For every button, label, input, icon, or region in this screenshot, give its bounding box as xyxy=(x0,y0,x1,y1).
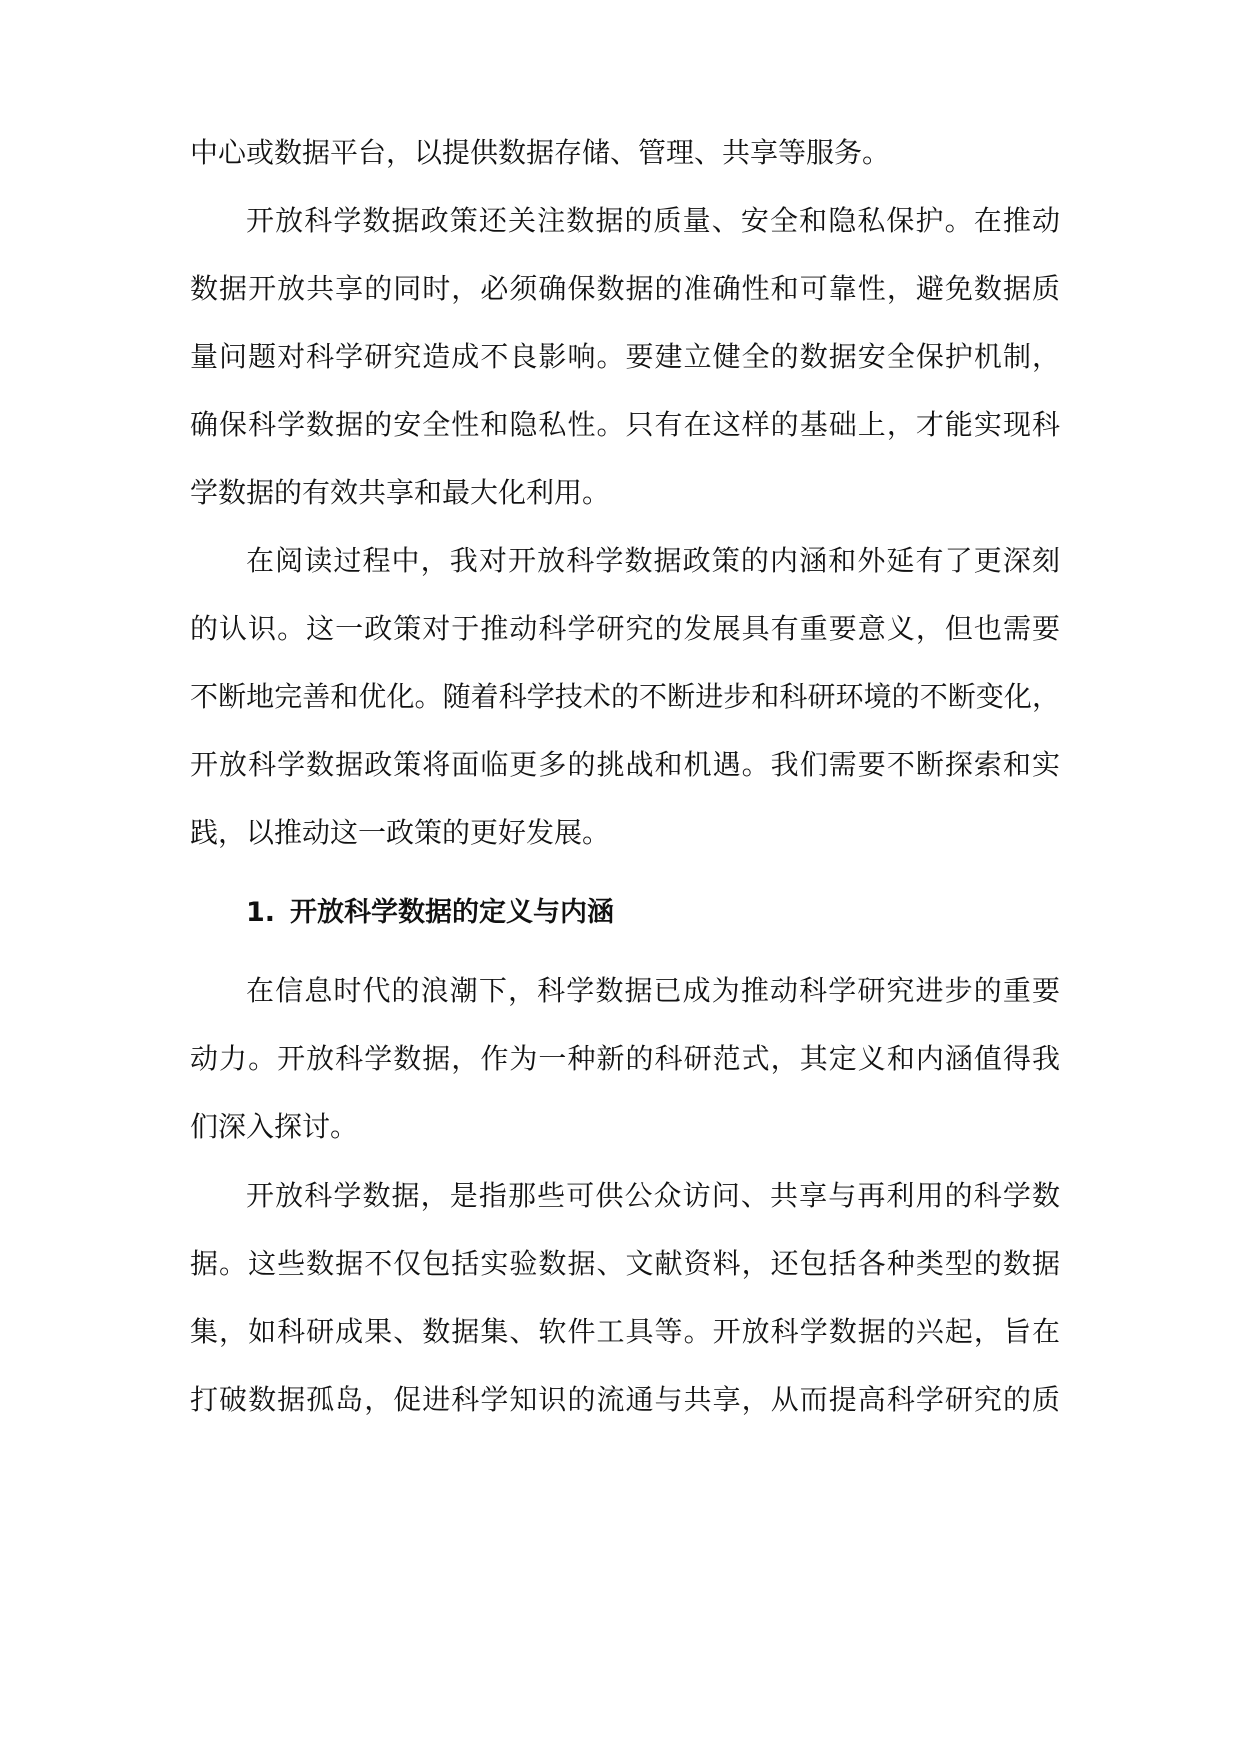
paragraph-line: 中心或数据平台，以提供数据存储、管理、共享等服务。 xyxy=(190,136,891,169)
paragraph-line: 确保科学数据的安全性和隐私性。只有在这样的基础上，才能实现科 xyxy=(190,408,1060,441)
paragraph-line: 据。这些数据不仅包括实验数据、文献资料，还包括各种类型的数据 xyxy=(190,1247,1060,1280)
paragraph-line: 开放科学数据，是指那些可供公众访问、共享与再利用的科学数 xyxy=(246,1179,1060,1212)
paragraph-line: 在阅读过程中，我对开放科学数据政策的内涵和外延有了更深刻 xyxy=(246,544,1060,577)
paragraph-line: 不断地完善和优化。随着科学技术的不断进步和科研环境的不断变化， xyxy=(190,680,1060,713)
paragraph-line: 动力。开放科学数据，作为一种新的科研范式，其定义和内涵值得我 xyxy=(190,1042,1060,1075)
section-title: 开放科学数据的定义与内涵 xyxy=(290,897,614,928)
paragraph-line: 打破数据孤岛，促进科学知识的流通与共享，从而提高科学研究的质 xyxy=(190,1383,1060,1416)
paragraph-line: 集，如科研成果、数据集、软件工具等。开放科学数据的兴起，旨在 xyxy=(190,1315,1060,1348)
paragraph-line: 开放科学数据政策还关注数据的质量、安全和隐私保护。在推动 xyxy=(246,204,1060,237)
paragraph-line: 数据开放共享的同时，必须确保数据的准确性和可靠性，避免数据质 xyxy=(190,272,1060,305)
section-heading xyxy=(246,892,1060,934)
paragraph-line: 践，以推动这一政策的更好发展。 xyxy=(190,816,611,849)
paragraph-line: 的认识。这一政策对于推动科学研究的发展具有重要意义，但也需要 xyxy=(190,612,1060,645)
paragraph-line: 量问题对科学研究造成不良影响。要建立健全的数据安全保护机制， xyxy=(190,340,1060,373)
paragraph-line: 开放科学数据政策将面临更多的挑战和机遇。我们需要不断探索和实 xyxy=(190,748,1060,781)
paragraph-line: 在信息时代的浪潮下，科学数据已成为推动科学研究进步的重要 xyxy=(246,974,1060,1007)
paragraph-line: 学数据的有效共享和最大化利用。 xyxy=(190,476,611,509)
paragraph-line: 们深入探讨。 xyxy=(190,1110,359,1143)
section-number: 1. xyxy=(246,897,276,928)
